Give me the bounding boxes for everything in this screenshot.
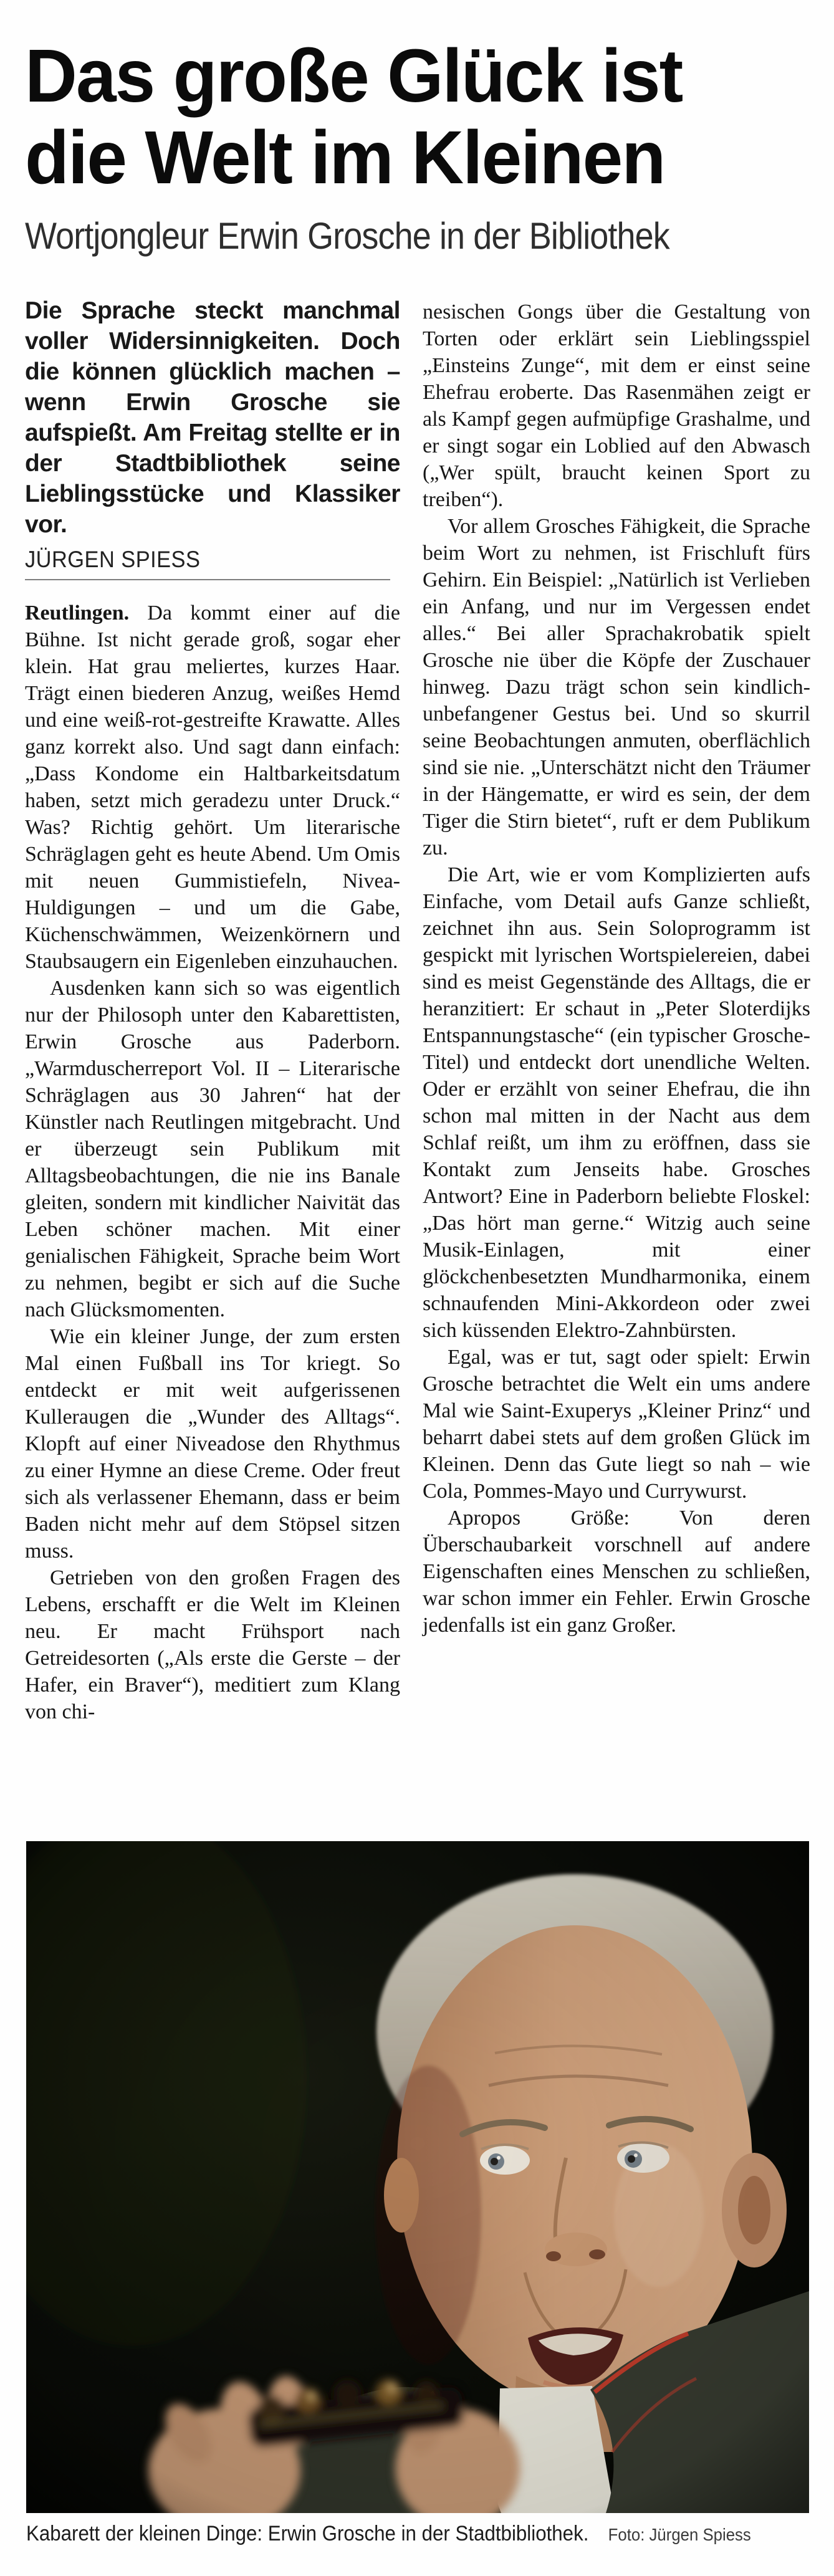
body-column-left: [25, 600, 400, 1725]
body-paragraph-1-text: Da kommt einer auf die Bühne. Ist nicht gerade groß, sogar eher klein. Hat grau meliertes, kurzes Haar. Trägt einen biederen Anzug, weißes Hemd und eine weiß-rot-gestreifte Krawatte. Alles ganz korrekt also. Und sagt dann einfach: „Dass Kondome ein Haltbarkeitsdatum haben, setzt mich geradezu unter Druck.“ Was? Richtig gehört. Um literarische Schräglagen geht es heute Abend. Um Omis mit neuen Gummistiefeln, Nivea-Huldigungen – und um die Gabe, Küchenschwämmen, Weizenkörnern und Staubsaugern ein Eigenleben einzuhauchen.: [25, 601, 400, 973]
body-paragraph-4: Getrieben von den großen Fragen des Lebens, erschafft er die Welt im Kleinen neu. Er macht Frühsport nach Getreidesorten („Als erste die Gerste – der Hafer, ein Braver“), meditiert zum Klang von chi-: [25, 1566, 400, 1723]
byline: JÜRGEN SPIESS: [25, 547, 201, 572]
headline-line-2: die Welt im Kleinen: [25, 115, 665, 199]
article-headline: [25, 35, 682, 198]
body-paragraph-2: Ausdenken kann sich so was eigentlich nur der Philosoph unter den Kabarettisten, Erwin Grosche aus Paderborn. „Warmduscherreport Vol. II – Literarische Schräglagen aus 30 Jahren“ hat der Künstler nach Reutlingen mitgebracht. Und er überzeugt sein Publikum mit Alltagsbeobachtungen, die nie ins Banale gleiten, sondern mit kindlicher Naivität das Leben schöner machen. Mit einer genialischen Fähigkeit, Sprache beim Wort zu nehmen, begibt er sich auf die Suche nach Glücksmomenten.: [25, 977, 400, 1321]
body-column-right: [423, 299, 810, 1639]
lead-paragraph: Die Sprache steckt manchmal voller Widersinnigkeiten. Doch die können glücklich machen – wenn Erwin Grosche sie aufspießt. Am Freitag stellte er in der Stadtbibliothek seine Lieblingsstücke und Klassiker vor.: [25, 297, 400, 538]
body-paragraph-5: Vor allem Grosches Fähigkeit, die Sprache beim Wort zu nehmen, ist Frischluft fürs Gehirn. Ein Beispiel: „Natürlich ist Verlieben ein Anfang, und nur im Vergessen endet alles.“ Bei aller Sprachakrobatik spielt Grosche nie über die Köpfe der Zuschauer hinweg. Dazu trägt schon sein kindlich-unbefangener Gestus bei. Und so skurril seine Beobachtungen anmuten, oberflächlich sind sie nie. „Unterschätzt nicht den Träumer in der Hängematte, er wird es sein, der dem Tiger die Stirn bietet“, ruft er dem Publikum zu.: [423, 515, 810, 859]
portrait-illustration: [26, 1841, 809, 2513]
body-paragraph-3: Wie ein kleiner Junge, der zum ersten Mal einen Fußball ins Tor kriegt. So entdeckt er mit weit aufgerissenen Kulleraugen die „Wunder des Alltags“. Klopft auf einer Niveadose den Rhythmus zu einer Hymne an diese Creme. Oder freut sich als verlassener Ehemann, dass er beim Baden nicht mehr auf dem Stöpsel sitzen muss.: [25, 1325, 400, 1563]
dateline-lead-in: Reutlingen.: [25, 601, 130, 625]
photo-credit: Foto: Jürgen Spiess: [608, 2525, 751, 2544]
body-paragraph-dateline: [25, 600, 400, 975]
body-paragraph-7: Egal, was er tut, sagt oder spielt: Erwin Grosche betrachtet die Welt ein ums andere Mal wie Saint-Exuperys „Kleiner Prinz“ und beharrt dabei stets auf dem großen Glück im Kleinen. Denn das Gute liegt so nah – wie Cola, Pommes-Mayo und Currywurst.: [423, 1346, 810, 1503]
photo-vignette: [26, 1841, 809, 2513]
body-paragraph-6: Die Art, wie er vom Komplizierten aufs Einfache, vom Detail aufs Ganze schließt, zeichnet ihn aus. Sein Soloprogramm ist gespickt mit lyrischen Wortspielereien, dabei sind es meist Gegenstände des Alltags, die er heranzitiert: Er schaut in „Peter Sloterdijks Entspannungstasche“ (ein typischer Grosche-Titel) und entdeckt dort unendliche Welten. Oder er erzählt von seiner Ehefrau, die ihn schon mal mitten in der Nacht aus dem Schlaf reißt, um ihm zu eröffnen, dass sie Kontakt zum Jenseits habe. Grosches Antwort? Eine in Paderborn beliebte Floskel: „Das hört man gerne.“ Witzig auch seine Musik-Einlagen, mit einer glöckchenbesetzten Mundharmonika, einem schnaufenden Mini-Akkordeon oder zwei sich küssenden Elektro-Zahnbürsten.: [423, 863, 810, 1342]
body-paragraph-4-continued: nesischen Gongs über die Gestaltung von Torten oder erklärt sein Lieblingsspiel „Einsteins Zunge“, mit dem er einst seine Ehefrau eroberte. Das Rasenmähen zeigt er als Kampf gegen aufmüpfige Grashalme, und er singt sogar ein Loblied auf den Abwasch („Wer spült, braucht keinen Sport zu treiben“).: [423, 300, 810, 511]
byline-rule: [25, 579, 390, 580]
photo-caption: [26, 2522, 751, 2546]
photo-caption-text: Kabarett der kleinen Dinge: Erwin Grosche in der Stadtbibliothek.: [26, 2522, 589, 2545]
headline-line-1: Das große Glück ist: [25, 33, 683, 118]
article-subtitle: Wortjongleur Erwin Grosche in der Bibliothek: [25, 215, 669, 257]
body-paragraph-8: Apropos Größe: Von deren Überschaubarkeit vorschnell auf andere Eigenschaften eines Menschen zu schließen, war schon immer ein Fehler. Erwin Grosche jedenfalls ist ein ganz Großer.: [423, 1506, 810, 1637]
article-photo: [26, 1841, 809, 2513]
